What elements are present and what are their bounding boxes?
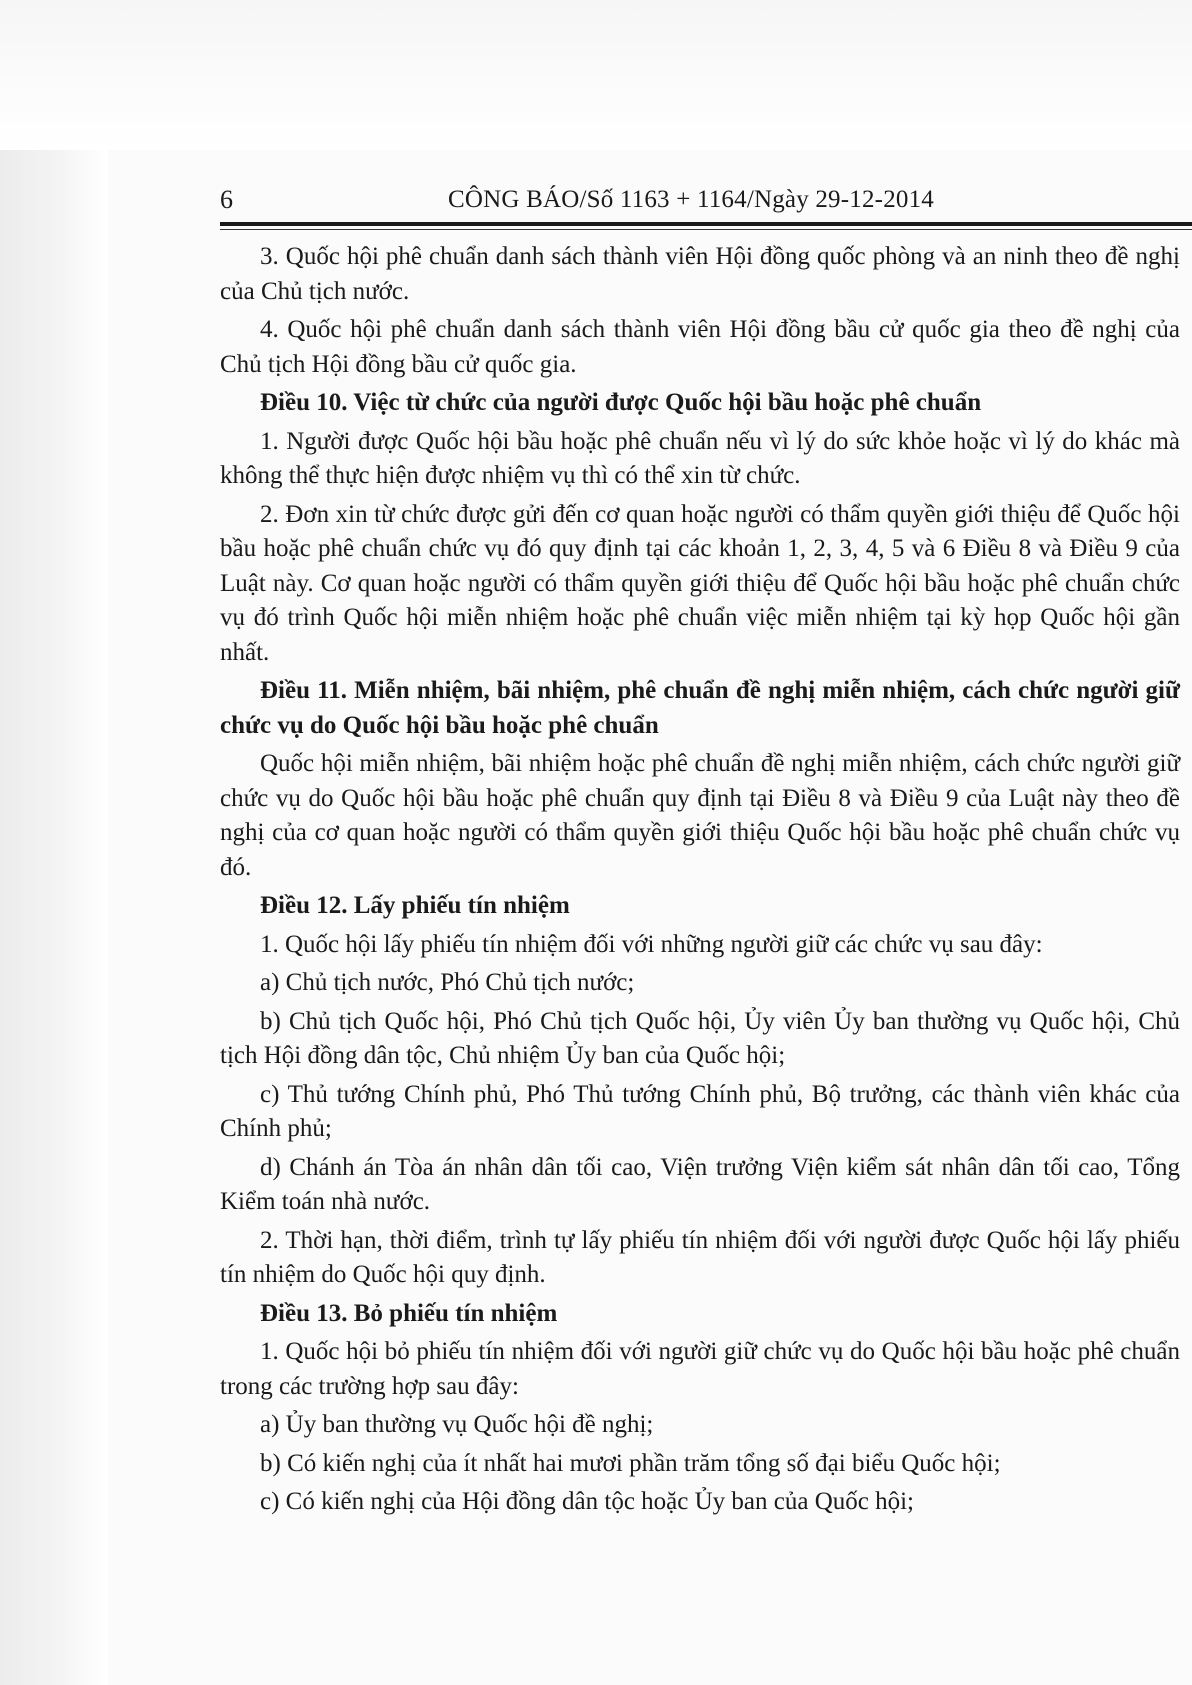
article-heading: Điều 11. Miễn nhiệm, bãi nhiệm, phê chuẩn đề nghị miễn nhiệm, cách chức người giữ chức vụ do Quốc hội bầu hoặc phê chuẩn — [220, 677, 1180, 739]
article-heading: Điều 13. Bỏ phiếu tín nhiệm — [260, 1299, 558, 1327]
article-heading: Điều 12. Lấy phiếu tín nhiệm — [260, 892, 570, 919]
body-paragraph: 4. Quốc hội phê chuẩn danh sách thành viên Hội đồng bầu cử quốc gia theo đề nghị của Chủ tịch Hội đồng bầu cử quốc gia. — [220, 316, 1180, 378]
body-paragraph: d) Chánh án Tòa án nhân dân tối cao, Viện trưởng Viện kiểm sát nhân dân tối cao, Tổng Kiểm toán nhà nước. — [220, 1153, 1180, 1215]
body-paragraph: 1. Quốc hội lấy phiếu tín nhiệm đối với những người giữ các chức vụ sau đây: — [260, 930, 1043, 958]
header-rule-thick — [220, 222, 1192, 226]
body-paragraph: a) Chủ tịch nước, Phó Chủ tịch nước; — [260, 969, 635, 996]
body-paragraph: 1. Người được Quốc hội bầu hoặc phê chuẩn nếu vì lý do sức khỏe hoặc vì lý do khác mà không thể thực hiện được nhiệm vụ thì có thể xin từ chức. — [220, 427, 1180, 489]
article-heading: Điều 10. Việc từ chức của người được Quốc hội bầu hoặc phê chuẩn — [260, 389, 982, 416]
gazette-header-title: CÔNG BÁO/Số 1163 + 1164/Ngày 29-12-2014 — [448, 186, 935, 213]
body-paragraph: a) Ủy ban thường vụ Quốc hội đề nghị; — [260, 1411, 654, 1438]
body-paragraph: c) Có kiến nghị của Hội đồng dân tộc hoặc Ủy ban của Quốc hội; — [260, 1488, 914, 1515]
document-body — [220, 240, 1180, 1524]
body-paragraph: 2. Thời hạn, thời điểm, trình tự lấy phiếu tín nhiệm đối với người được Quốc hội lấy phiếu tín nhiệm do Quốc hội quy định. — [220, 1226, 1180, 1288]
body-paragraph: b) Chủ tịch Quốc hội, Phó Chủ tịch Quốc hội, Ủy viên Ủy ban thường vụ Quốc hội, Chủ tịch Hội đồng dân tộc, Chủ nhiệm Ủy ban của Quốc hội; — [220, 1007, 1180, 1069]
body-paragraph: b) Có kiến nghị của ít nhất hai mươi phần trăm tổng số đại biểu Quốc hội; — [260, 1449, 1001, 1477]
body-paragraph: Quốc hội miễn nhiệm, bãi nhiệm hoặc phê chuẩn đề nghị miễn nhiệm, cách chức người giữ chức vụ do Quốc hội bầu hoặc phê chuẩn quy định tại Điều 8 và Điều 9 của Luật này theo đề nghị của cơ quan hoặc người có thẩm quyền giới thiệu Quốc hội bầu hoặc phê chuẩn chức vụ đó. — [220, 750, 1180, 881]
body-paragraph: c) Thủ tướng Chính phủ, Phó Thủ tướng Chính phủ, Bộ trưởng, các thành viên khác của Chính phủ; — [220, 1080, 1180, 1142]
body-paragraph: 2. Đơn xin từ chức được gửi đến cơ quan hoặc người có thẩm quyền giới thiệu để Quốc hội bầu hoặc phê chuẩn chức vụ đó quy định tại các khoản 1, 2, 3, 4, 5 và 6 Điều 8 và Điều 9 của Luật này. Cơ quan hoặc người có thẩm quyền giới thiệu để Quốc hội bầu hoặc phê chuẩn chức vụ đó trình Quốc hội miễn nhiệm hoặc phê chuẩn việc miễn nhiệm tại kỳ họp Quốc hội gần nhất. — [220, 500, 1180, 666]
page-number: 6 — [220, 185, 233, 214]
body-paragraph: 3. Quốc hội phê chuẩn danh sách thành viên Hội đồng quốc phòng và an ninh theo đề nghị của Chủ tịch nước. — [220, 243, 1180, 305]
scan-top-margin — [0, 0, 1192, 150]
header-rule-thin — [220, 229, 1192, 230]
body-paragraph: 1. Quốc hội bỏ phiếu tín nhiệm đối với người giữ chức vụ do Quốc hội bầu hoặc phê chuẩn trong các trường hợp sau đây: — [220, 1338, 1180, 1400]
page-header — [220, 182, 1192, 218]
